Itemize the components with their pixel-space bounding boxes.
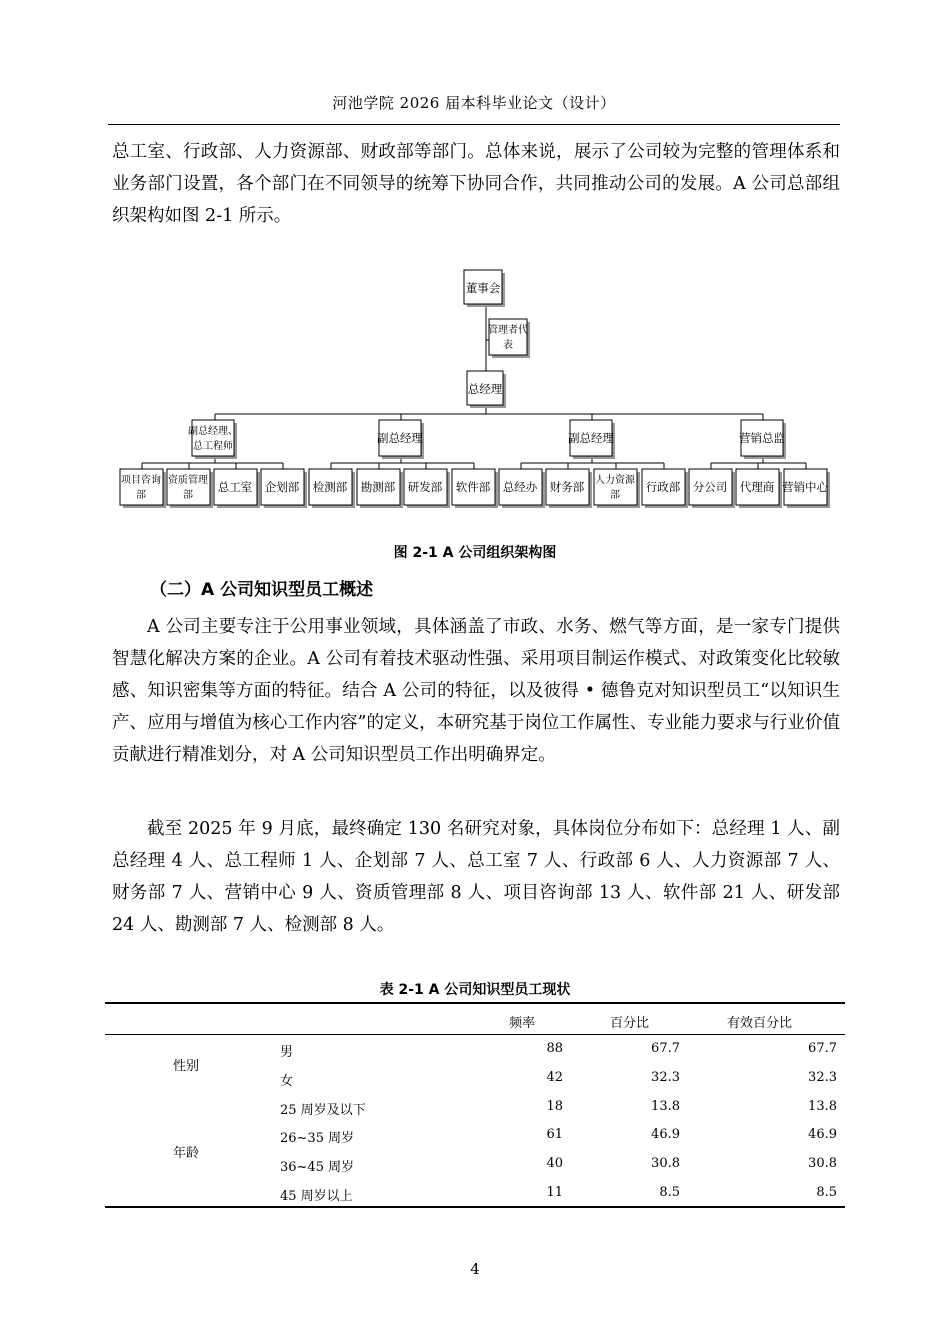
org-manager-label: 营销总监	[739, 431, 785, 445]
cell-freq: 11	[546, 1185, 563, 1200]
cell-valid-pct: 30.8	[808, 1156, 837, 1171]
table-rule-top	[105, 1002, 845, 1004]
org-node-dept-10	[546, 469, 592, 508]
cell-pct: 46.9	[651, 1127, 680, 1142]
data-table	[105, 1002, 845, 1208]
org-dept-label: 总经办	[502, 480, 538, 494]
org-node-dept-11	[594, 469, 640, 508]
org-dept-label: 研发部	[407, 480, 443, 494]
org-dept-label: 检测部	[312, 480, 348, 494]
group-label-age: 年龄	[173, 1146, 200, 1161]
org-node-dept-4	[261, 469, 307, 508]
cell-pct: 30.8	[651, 1156, 680, 1171]
org-manager-label: 副总经理	[568, 431, 614, 445]
column-header-valid-pct: 有效百分比	[727, 1016, 793, 1031]
org-node-dept-1	[120, 469, 166, 508]
column-header-pct: 百分比	[610, 1016, 650, 1031]
section-heading: （二）A 公司知识型员工概述	[150, 580, 374, 600]
org-node-board	[464, 270, 505, 307]
org-dept-label: 部	[183, 490, 193, 501]
cell-freq: 42	[546, 1070, 563, 1085]
row-item: 45 周岁以上	[280, 1189, 353, 1204]
page-number: 4	[470, 1260, 480, 1278]
org-node-manager-2	[377, 420, 424, 459]
org-node-manager-1	[188, 420, 238, 459]
body-paragraph: A 公司主要专注于公用事业领域，具体涵盖了市政、水务、燃气等方面，是一家专门提供智慧化解决方案的企业。A 公司有着技术驱动性强、采用项目制运作模式、对政策变化比较敏感、知识密集等方面的特征。结合 A 公司的特征，以及彼得 • 德鲁克对知识型员工“以知识生产、应用与增值为核心工作内容”的定义，本研究基于岗位工作属性、专业能力要求与行业价值贡献进行精准划分，对 A 公司知识型员工作出明确界定。	[112, 617, 840, 765]
org-dept-label: 项目咨询	[121, 475, 161, 486]
body-paragraph: 截至 2025 年 9 月底，最终确定 130 名研究对象，具体岗位分布如下：总经理 1 人、副总经理 4 人、总工程师 1 人、企划部 7 人、总工室 7 人、行政部 6 人、人力资源部 7 人、财务部 7 人、营销中心 9 人、资质管理部 8 人、项目咨询部 13 人、软件部 21 人、研发部 24 人、勘测部 7 人、检测部 8 人。	[112, 819, 840, 935]
org-gm-label: 总经理	[467, 382, 503, 396]
org-manager-label: 副总经理	[377, 431, 423, 445]
org-dept-label: 行政部	[645, 480, 681, 494]
org-dept-label: 总工室	[217, 480, 253, 494]
org-node-dept-6	[357, 469, 403, 508]
table-rule-bottom	[105, 1206, 845, 1208]
row-item: 男	[280, 1045, 294, 1060]
cell-freq: 61	[546, 1127, 563, 1142]
org-dept-label: 代理商	[739, 480, 775, 494]
org-node-dept-13	[689, 469, 735, 508]
org-dept-label: 企划部	[264, 480, 300, 494]
org-node-dept-14	[736, 469, 782, 508]
row-item: 女	[280, 1074, 294, 1089]
org-node-dept-3	[214, 469, 260, 508]
row-item: 36~45 周岁	[280, 1160, 355, 1175]
table-rule-header	[105, 1034, 845, 1035]
cell-valid-pct: 32.3	[808, 1070, 837, 1085]
org-node-manager-4	[739, 420, 786, 459]
org-dept-label: 软件部	[455, 480, 491, 494]
org-dept-label: 资质管理	[168, 475, 208, 486]
org-node-dept-7	[404, 469, 450, 508]
org-board-label: 董事会	[465, 281, 501, 295]
group-label-gender: 性别	[173, 1059, 200, 1074]
row-item: 26~35 周岁	[280, 1131, 355, 1146]
org-node-dept-12	[642, 469, 688, 508]
org-node-dept-5	[309, 469, 355, 508]
org-node-manager-3	[568, 420, 615, 459]
org-node-rep	[488, 319, 530, 358]
org-dept-label: 财务部	[549, 480, 585, 494]
org-dept-label: 部	[136, 490, 146, 501]
org-node-dept-9	[499, 469, 545, 508]
org-rep-label-2: 表	[503, 340, 513, 351]
page-header: 河池学院 2026 届本科毕业论文（设计）	[332, 94, 616, 112]
org-node-dept-2	[167, 469, 213, 508]
org-node-dept-15	[782, 469, 830, 508]
cell-pct: 32.3	[651, 1070, 680, 1085]
figure-caption: 图 2-1 A 公司组织架构图	[393, 545, 557, 561]
org-rep-label-1: 管理者代	[488, 325, 528, 336]
org-node-gm	[467, 371, 506, 408]
org-node-dept-8	[452, 469, 498, 508]
cell-valid-pct: 67.7	[808, 1041, 837, 1056]
cell-valid-pct: 8.5	[816, 1185, 837, 1200]
cell-valid-pct: 46.9	[808, 1127, 837, 1142]
org-dept-label: 人力资源	[595, 475, 635, 486]
cell-freq: 18	[546, 1099, 563, 1114]
intro-paragraph: 总工室、行政部、人力资源部、财政部等部门。总体来说，展示了公司较为完整的管理体系和业务部门设置，各个部门在不同领导的统筹下协同合作，共同推动公司的发展。A 公司总部组织架构如图 2-1 所示。	[112, 142, 840, 226]
cell-freq: 40	[546, 1156, 563, 1171]
cell-pct: 13.8	[651, 1099, 680, 1114]
table-caption: 表 2-1 A 公司知识型员工现状	[379, 982, 571, 998]
org-dept-label: 部	[610, 490, 620, 501]
row-item: 25 周岁及以下	[280, 1103, 366, 1118]
org-dept-label: 分公司	[692, 480, 728, 494]
org-chart	[0, 0, 950, 540]
org-dept-label: 营销中心	[782, 480, 828, 494]
org-manager-label: 总工程师	[193, 441, 233, 452]
org-dept-label: 勘测部	[360, 480, 396, 494]
org-manager-label: 副总经理、	[188, 426, 238, 437]
cell-pct: 8.5	[659, 1185, 680, 1200]
cell-pct: 67.7	[651, 1041, 680, 1056]
cell-valid-pct: 13.8	[808, 1099, 837, 1114]
column-header-freq: 频率	[509, 1016, 536, 1031]
cell-freq: 88	[546, 1041, 563, 1056]
